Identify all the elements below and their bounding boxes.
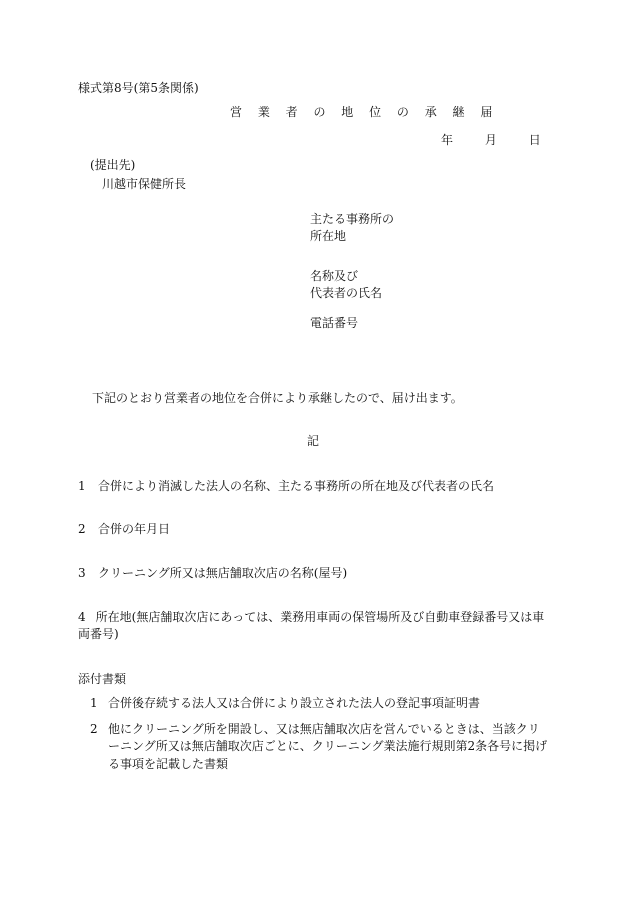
attachment-text: 合併後存続する法人又は合併により設立された法人の登記事項証明書 xyxy=(108,696,481,710)
applicant-address-label-2: 所在地 xyxy=(310,229,347,243)
list-item xyxy=(90,695,550,712)
item-text: 合併の年月日 xyxy=(98,522,171,536)
recipient-label: (提出先) xyxy=(90,158,136,172)
list-item xyxy=(90,721,550,773)
statement: 下記のとおり営業者の地位を合併により承継したので、届け出ます。 xyxy=(92,391,463,405)
date-year: 年 xyxy=(441,133,454,147)
item-number: 2 xyxy=(78,522,86,536)
applicant-address-label-1: 主たる事務所の xyxy=(310,212,395,226)
date-month: 月 xyxy=(484,133,497,147)
form-title: 営 業 者 の 地 位 の 承 継 届 xyxy=(230,105,499,119)
applicant-name-label-1: 名称及び xyxy=(310,269,359,283)
ki-heading: 記 xyxy=(307,434,320,448)
attachment-number: 1 xyxy=(90,696,98,710)
attachments-heading: 添付書類 xyxy=(78,672,127,686)
form-number: 様式第8号(第5条関係) xyxy=(78,81,199,95)
applicant-phone-label: 電話番号 xyxy=(310,316,359,330)
date-day: 日 xyxy=(528,133,541,147)
item-number: 3 xyxy=(78,566,86,580)
applicant-name-label-2: 代表者の氏名 xyxy=(310,286,383,300)
list-item xyxy=(78,565,548,582)
item-text: クリーニング所又は無店舗取次店の名称(屋号) xyxy=(98,566,348,580)
list-item xyxy=(78,521,548,538)
list-item xyxy=(78,478,548,495)
recipient-name: 川越市保健所長 xyxy=(102,177,187,191)
list-item xyxy=(78,609,550,644)
date-line xyxy=(441,132,541,149)
item-text: 合併により消滅した法人の名称、主たる事務所の所在地及び代表者の氏名 xyxy=(98,479,495,493)
item-number: 4 xyxy=(78,610,86,624)
item-text: 所在地(無店舗取次店にあっては、業務用車両の保管場所及び自動車登録番号又は車両番号) xyxy=(78,610,545,642)
attachment-number: 2 xyxy=(90,722,98,736)
item-number: 1 xyxy=(78,479,86,493)
attachment-text: 他にクリーニング所を開設し、又は無店舗取次店を営んでいるときは、当該クリーニング所又は無店舗取次店ごとに、クリーニング業法施行規則第2条各号に掲げる事項を記載した書類 xyxy=(108,722,548,771)
